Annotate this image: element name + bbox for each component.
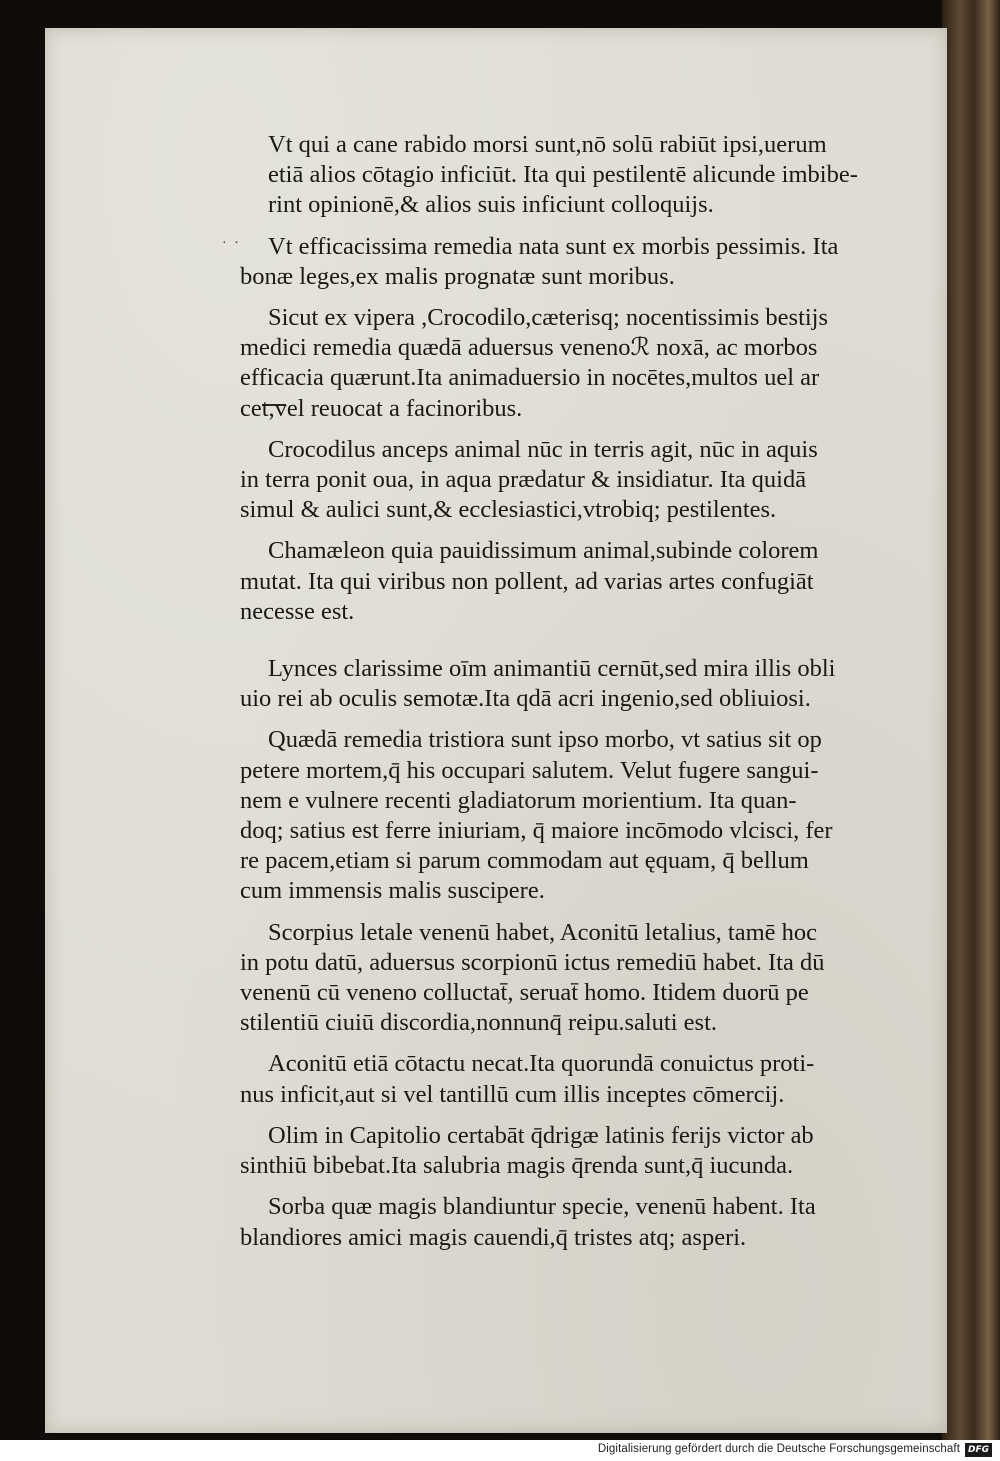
paragraph <box>240 654 945 714</box>
text-line: cet,vel reuocat a facinoribus. <box>240 394 523 422</box>
funding-credit: Digitalisierung gefördert durch die Deutsche Forschungsgemeinschaft <box>597 1443 960 1455</box>
text-line: Aconitū etiā cōtactu necat.Ita quorundā conuictus proti- <box>268 1050 815 1078</box>
paragraph <box>240 1049 945 1109</box>
text-line: cum immensis malis suscipere. <box>240 877 545 905</box>
text-line: doq; satius est ferre iniuriam, q̄ maiore incōmodo vlcisci, fer <box>240 817 833 845</box>
paragraph-gap <box>240 638 945 654</box>
paragraph <box>240 232 945 292</box>
text-line: blandiores amici magis cauendi,q̄ tristes atq; asperi. <box>240 1223 747 1251</box>
text-line: medici remedia quædā aduersus venenoℛ noxā, ac morbos <box>240 334 818 362</box>
paragraph <box>240 536 945 627</box>
text-line: necesse est. <box>240 597 355 625</box>
text-line: Scorpius letale venenū habet, Aconitū letalius, tamē hoc <box>268 918 818 946</box>
text-line: Sorba quæ magis blandiuntur specie, venenū habent. Ita <box>268 1193 816 1221</box>
text-line: mutat. Ita qui viribus non pollent, ad varias artes confugiāt <box>240 567 814 595</box>
text-line: re pacem,etiam si parum commodam aut ęquam, q̄ bellum <box>240 847 809 875</box>
footer-bar <box>0 1440 1000 1461</box>
page-text <box>240 130 945 1264</box>
book-edge <box>942 0 1000 1440</box>
text-line: etiā alios cōtagio inficiūt. Ita qui pestilentē alicunde imbibe- <box>268 161 858 189</box>
paragraph <box>240 918 945 1039</box>
text-line: nem e vulnere recenti gladiatorum morientium. Ita quan- <box>240 786 797 814</box>
text-line: rint opinionē,& alios suis inficiunt colloquijs. <box>268 191 714 219</box>
text-line: Vt efficacissima remedia nata sunt ex morbis pessimis. Ita <box>268 232 839 260</box>
text-line: Olim in Capitolio certabāt q̄drigæ latinis ferijs victor ab <box>268 1121 814 1149</box>
text-line: stilentiū ciuiū discordia,nonnunq̄ reipu.saluti est. <box>240 1009 717 1037</box>
text-line: Crocodilus anceps animal nūc in terris agit, nūc in aquis <box>268 435 818 463</box>
margin-mark: · · <box>222 236 241 251</box>
text-line: Quædā remedia tristiora sunt ipso morbo, vt satius sit op <box>268 726 822 754</box>
text-line: Lynces clarissime oīm animantiū cernūt,sed mira illis obli <box>268 655 836 683</box>
text-line: nus inficit,aut si vel tantillū cum illis inceptes cōmercij. <box>240 1080 785 1108</box>
paragraph <box>240 725 945 906</box>
paragraph <box>240 435 945 526</box>
paragraph <box>240 303 945 424</box>
text-line: uio rei ab oculis semotæ.Ita qdā acri ingenio,sed obliuiosi. <box>240 685 811 713</box>
paragraph <box>240 1121 945 1181</box>
text-line: efficacia quærunt.Ita animaduersio in nocētes,multos uel ar <box>240 364 820 392</box>
dfg-logo: DFG <box>965 1443 992 1457</box>
text-line: Chamæleon quia pauidissimum animal,subinde colorem <box>268 537 819 565</box>
text-line: Sicut ex vipera ,Crocodilo,cæterisq; nocentissimis bestijs <box>268 304 829 332</box>
text-line: petere mortem,q̄ his occupari salutem. Velut fugere sangui- <box>240 756 819 784</box>
text-line: simul & aulici sunt,& ecclesiastici,vtrobiq; pestilentes. <box>240 496 777 524</box>
paragraph <box>240 1192 945 1252</box>
text-line: Vt qui a cane rabido morsi sunt,nō solū rabiūt ipsi,uerum <box>268 131 827 158</box>
text-line: venenū cū veneno colluctat̄, seruat̄ homo. Itidem duorū pe <box>240 979 809 1007</box>
text-line: in potu datū, aduersus scorpionū ictus remediū habet. Ita dū <box>240 948 825 976</box>
text-line: sinthiū bibebat.Ita salubria magis q̄renda sunt,q̄ iucunda. <box>240 1152 794 1180</box>
paragraph <box>240 130 945 221</box>
text-line: in terra ponit oua, in aqua prædatur & insidiatur. Ita quidā <box>240 466 807 494</box>
text-line: bonæ leges,ex malis prognatæ sunt moribus. <box>240 262 675 290</box>
